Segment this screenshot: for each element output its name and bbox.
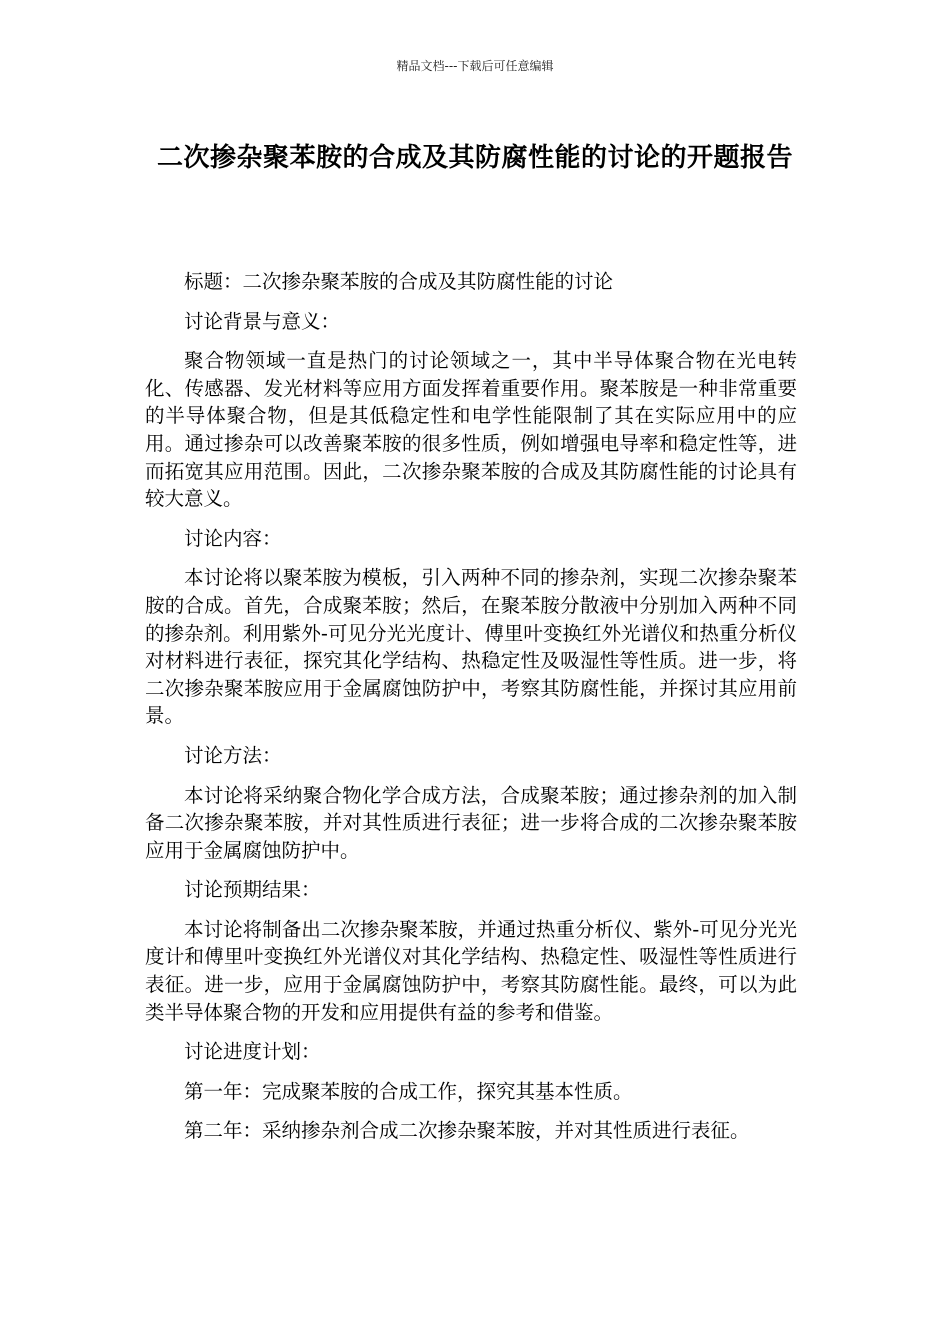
paragraph-expected-results: 本讨论将制备出二次掺杂聚苯胺，并通过热重分析仪、紫外-可见分光光度计和傅里叶变换红外光谱仪对其化学结构、热稳定性、吸湿性等性质进行表征。进一步，应用于金属腐蚀防护中，考察其防腐性能。最终，可以为此类半导体聚合物的开发和应用提供有益的参考和借鉴。 [145, 917, 797, 1024]
document-body [145, 268, 797, 1157]
paragraph-background: 聚合物领域一直是热门的讨论领域之一，其中半导体聚合物在光电转化、传感器、发光材料等应用方面发挥着重要作用。聚苯胺是一种非常重要的半导体聚合物，但是其低稳定性和电学性能限制了其在实际应用中的应用。通过掺杂可以改善聚苯胺的很多性质，例如增强电导率和稳定性等，进而拓宽其应用范围。因此，二次掺杂聚苯胺的合成及其防腐性能的讨论具有较大意义。 [145, 349, 797, 511]
paragraph-content: 本讨论将以聚苯胺为模板，引入两种不同的掺杂剂，实现二次掺杂聚苯胺的合成。首先，合成聚苯胺；然后，在聚苯胺分散液中分别加入两种不同的掺杂剂。利用紫外-可见分光光度计、傅里叶变换红外光谱仪和热重分析仪对材料进行表征，探究其化学结构、热稳定性及吸湿性等性质。进一步，将二次掺杂聚苯胺应用于金属腐蚀防护中，考察其防腐性能，并探讨其应用前景。 [145, 566, 797, 728]
page-header-note: 精品文档---下载后可任意编辑 [396, 59, 554, 73]
heading-schedule: 讨论进度计划： [184, 1040, 321, 1064]
heading-expected-results: 讨论预期结果： [184, 878, 321, 902]
heading-content: 讨论内容： [184, 526, 282, 550]
schedule-year-two: 第二年：采纳掺杂剂合成二次掺杂聚苯胺，并对其性质进行表征。 [184, 1119, 750, 1143]
schedule-year-one: 第一年：完成聚苯胺的合成工作，探究其基本性质。 [184, 1079, 633, 1103]
heading-method: 讨论方法： [184, 743, 282, 767]
heading-background: 讨论背景与意义： [184, 309, 341, 333]
paragraph-title-line: 标题：二次掺杂聚苯胺的合成及其防腐性能的讨论 [184, 270, 614, 293]
paragraph-method: 本讨论将采纳聚合物化学合成方法，合成聚苯胺；通过掺杂剂的加入制备二次掺杂聚苯胺，并对其性质进行表征；进一步将合成的二次掺杂聚苯胺应用于金属腐蚀防护中。 [145, 783, 797, 862]
document-title: 二次掺杂聚苯胺的合成及其防腐性能的讨论的开题报告 [156, 143, 793, 173]
